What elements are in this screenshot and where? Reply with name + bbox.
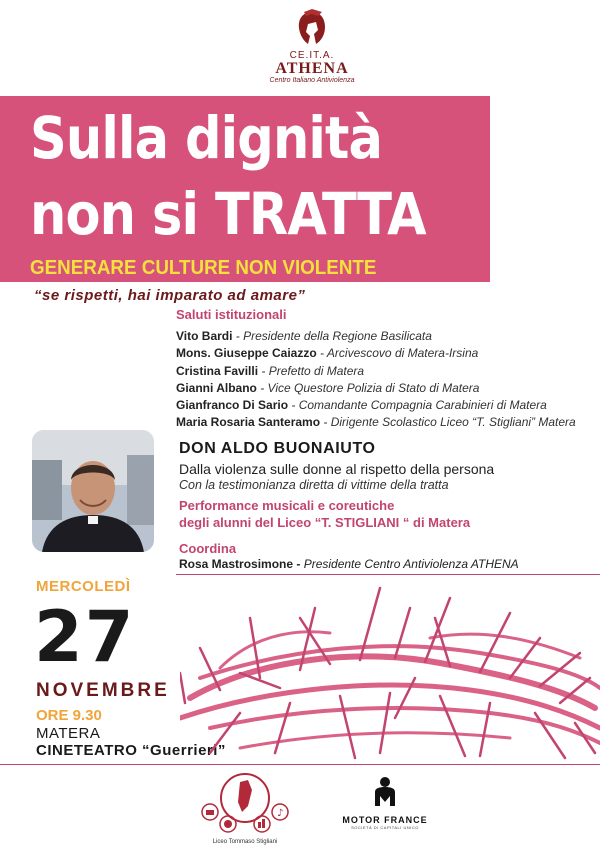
event-city: MATERA (36, 725, 101, 742)
guest-name: Mons. Giuseppe Caiazzo (176, 346, 317, 361)
saluti-heading: Saluti istituzionali (176, 307, 287, 322)
guest-name: Vito Bardi (176, 329, 233, 343)
liceo-label: Liceo Tommaso Stigliani (212, 839, 278, 845)
performance-line-1: Performance musicali e coreutiche (179, 498, 395, 513)
coordina-role: Presidente Centro Antiviolenza ATHENA (300, 557, 519, 571)
speaker-photo (32, 430, 154, 552)
svg-text:♪: ♪ (277, 808, 284, 819)
spartan-helmet-icon (292, 8, 332, 48)
guest-item (176, 397, 596, 414)
guest-item (176, 414, 596, 431)
guest-item (176, 345, 596, 362)
liceo-logo (180, 768, 310, 846)
guest-name: Cristina Favilli (176, 363, 259, 378)
event-venue: CINETEATRO “Guerrieri” (36, 742, 226, 759)
coordina-heading: Coordina (179, 541, 237, 556)
logo-name: ATHENA (275, 60, 349, 77)
guest-role: - Comandante Compagnia Carabinieri di Matera (288, 398, 547, 413)
event-date: 27 (34, 596, 136, 678)
coordina-name: Rosa Mastrosimone - (179, 557, 301, 571)
talk-subtitle: Con la testimonianza diretta di vittime della tratta (179, 478, 449, 492)
motor-france-logo (335, 776, 435, 830)
guest-item (176, 363, 596, 380)
guest-name: Gianfranco Di Sario (176, 398, 289, 413)
motor-france-sub: SOCIETÀ DI CAPITALI UNICO (351, 825, 419, 830)
logo-subtitle: Centro Italiano Antiviolenza (269, 77, 355, 84)
athena-logo (262, 8, 362, 98)
event-day: MERCOLEDÌ (36, 578, 131, 595)
banner-subtitle: GENERARE CULTURE NON VIOLENTE (30, 257, 377, 279)
logo-abbr: CE.IT.A. (289, 50, 335, 61)
quote: “se rispetti, hai imparato ad amare” (34, 287, 306, 304)
title-line-1: Sulla dignità (30, 104, 383, 172)
coordina-line (179, 557, 519, 571)
liceo-emblem-icon (190, 768, 300, 836)
guest-list (176, 328, 596, 432)
performance-line-2: degli alunni del Liceo “T. STIGLIANI “ di Matera (179, 515, 471, 530)
motor-france-name: MOTOR FRANCE (342, 815, 428, 825)
crown-of-thorns-illustration (180, 578, 600, 763)
guest-name: Gianni Albano (176, 380, 257, 395)
guest-item (176, 328, 596, 345)
divider (176, 574, 600, 575)
title-line-2: non si TRATTA (30, 180, 426, 248)
event-time: ORE 9.30 (36, 707, 102, 724)
guest-role: - Vice Questore Polizia di Stato di Matera (256, 380, 480, 395)
talk-title: Dalla violenza sulle donne al rispetto della persona (179, 461, 495, 477)
guest-role: - Prefetto di Matera (258, 363, 365, 378)
guest-role: - Presidente della Regione Basilicata (232, 329, 432, 343)
motor-france-icon (372, 776, 398, 806)
guest-role: - Dirigente Scolastico Liceo “T. Stigliani” Matera (320, 415, 576, 430)
event-month: NOVEMBRE (36, 680, 170, 701)
guest-name: Maria Rosaria Santeramo (176, 415, 321, 430)
speaker-name: DON ALDO BUONAIUTO (179, 440, 376, 457)
footer-divider (0, 764, 600, 765)
guest-item (176, 380, 596, 397)
guest-role: - Arcivescovo di Matera-Irsina (316, 346, 479, 361)
